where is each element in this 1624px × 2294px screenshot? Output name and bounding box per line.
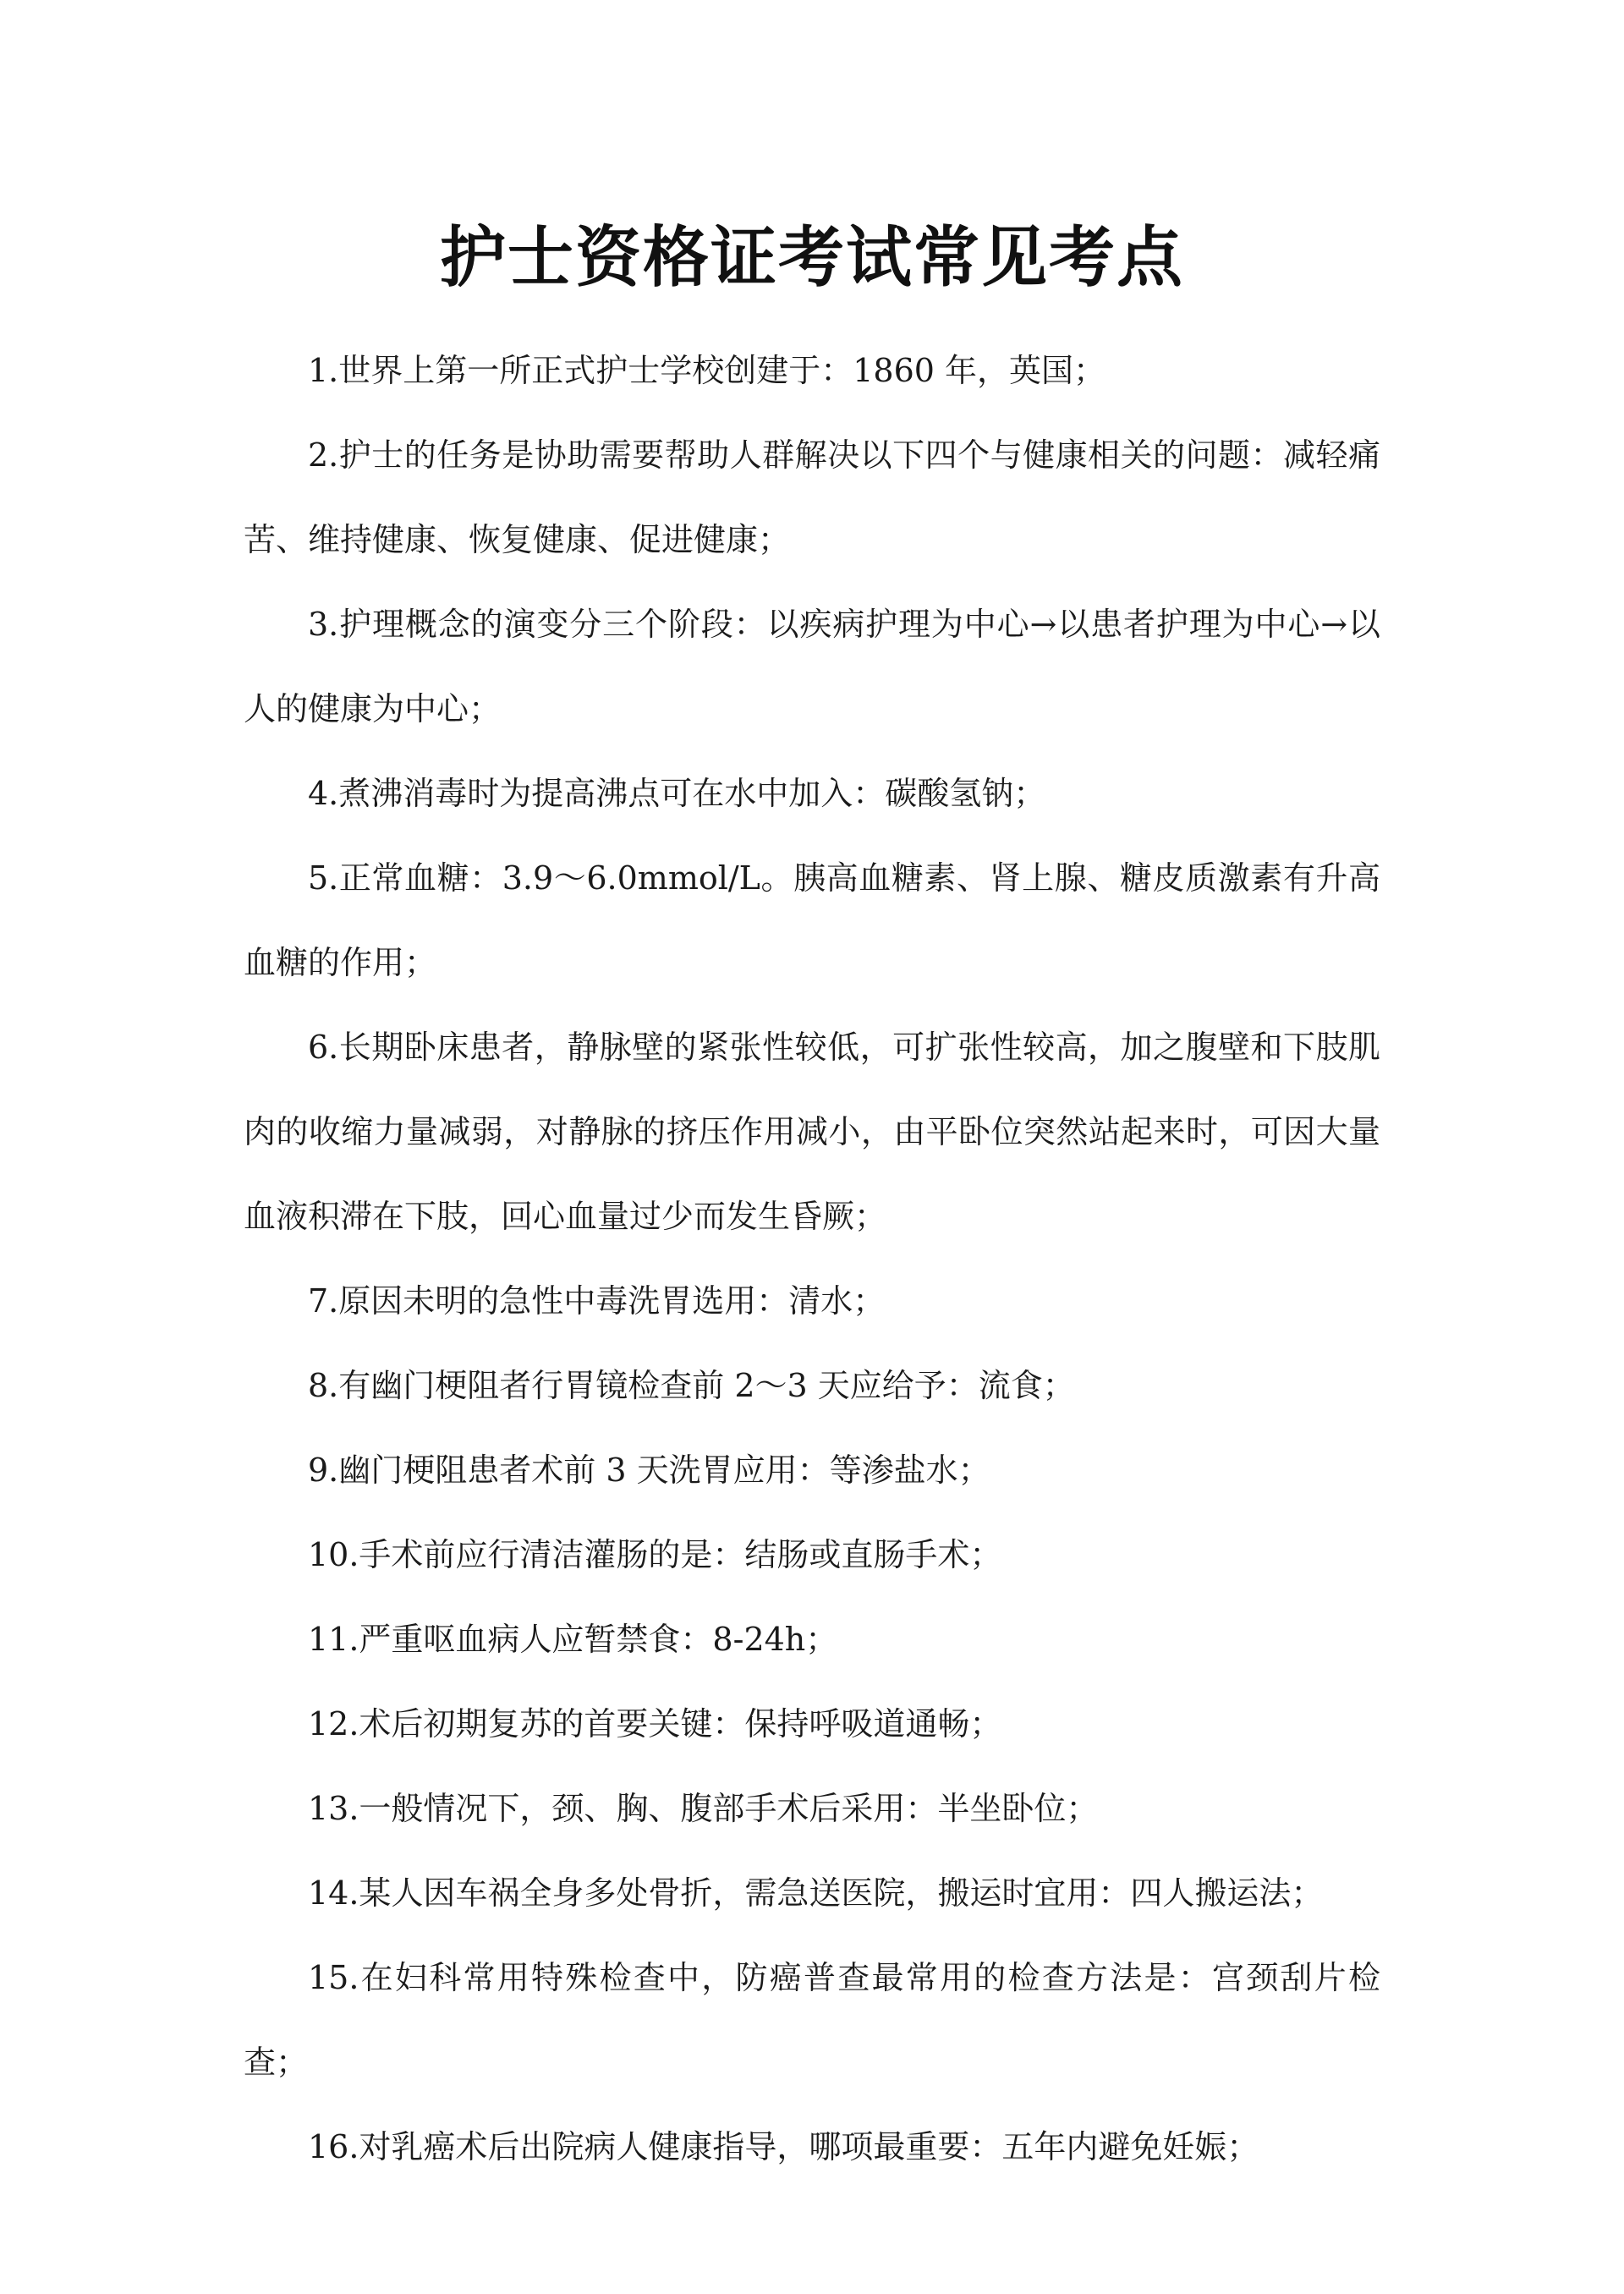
list-item: 13.一般情况下，颈、胸、腹部手术后采用：半坐卧位； — [308, 1790, 1099, 1827]
list-item: 6.长期卧床患者，静脉壁的紧张性较低，可扩张性较高，加之腹壁和下肢肌肉的收缩力量减弱，对静脉的挤压作用减小，由平卧位突然站起来时，可因大量血液积滞在下肢，回心血量过少而发生昏厥； — [244, 1029, 1380, 1235]
list-item: 14.某人因车祸全身多处骨折，需急送医院，搬运时宜用：四人搬运法； — [308, 1874, 1324, 1912]
list-item: 9.幽门梗阻患者术前 3 天洗胃应用：等渗盐水； — [308, 1452, 990, 1489]
list-item: 4.煮沸消毒时为提高沸点可在水中加入：碳酸氢钠； — [308, 775, 1046, 812]
list-item: 3.护理概念的演变分三个阶段：以疾病护理为中心→以患者护理为中心→以人的健康为中心； — [244, 606, 1380, 727]
list-item: 2.护士的任务是协助需要帮助人群解决以下四个与健康相关的问题：减轻痛苦、维持健康、恢复健康、促进健康； — [244, 436, 1380, 558]
document-body — [244, 328, 1380, 2189]
list-item: 8.有幽门梗阻者行胃镜检查前 2～3 天应给予：流食； — [308, 1367, 1075, 1404]
document-title: 护士资格证考试常见考点 — [439, 219, 1184, 296]
list-item: 5.正常血糖：3.9～6.0mmol/L。胰高血糖素、肾上腺、糖皮质激素有升高血糖的作用； — [244, 859, 1380, 981]
list-item: 15.在妇科常用特殊检查中，防癌普查最常用的检查方法是：宫颈刮片检查； — [244, 1959, 1380, 2081]
list-item: 1.世界上第一所正式护士学校创建于：1860 年，英国； — [308, 352, 1106, 389]
list-item: 10.手术前应行清洁灌肠的是：结肠或直肠手术； — [308, 1536, 1002, 1573]
list-item: 7.原因未明的急性中毒洗胃选用：清水； — [308, 1282, 886, 1320]
list-item: 16.对乳癌术后出院病人健康指导，哪项最重要：五年内避免妊娠； — [308, 2128, 1259, 2165]
list-item: 12.术后初期复苏的首要关键：保持呼吸道通畅； — [308, 1705, 1002, 1742]
list-item: 11.严重呕血病人应暂禁食：8-24h； — [308, 1621, 838, 1658]
